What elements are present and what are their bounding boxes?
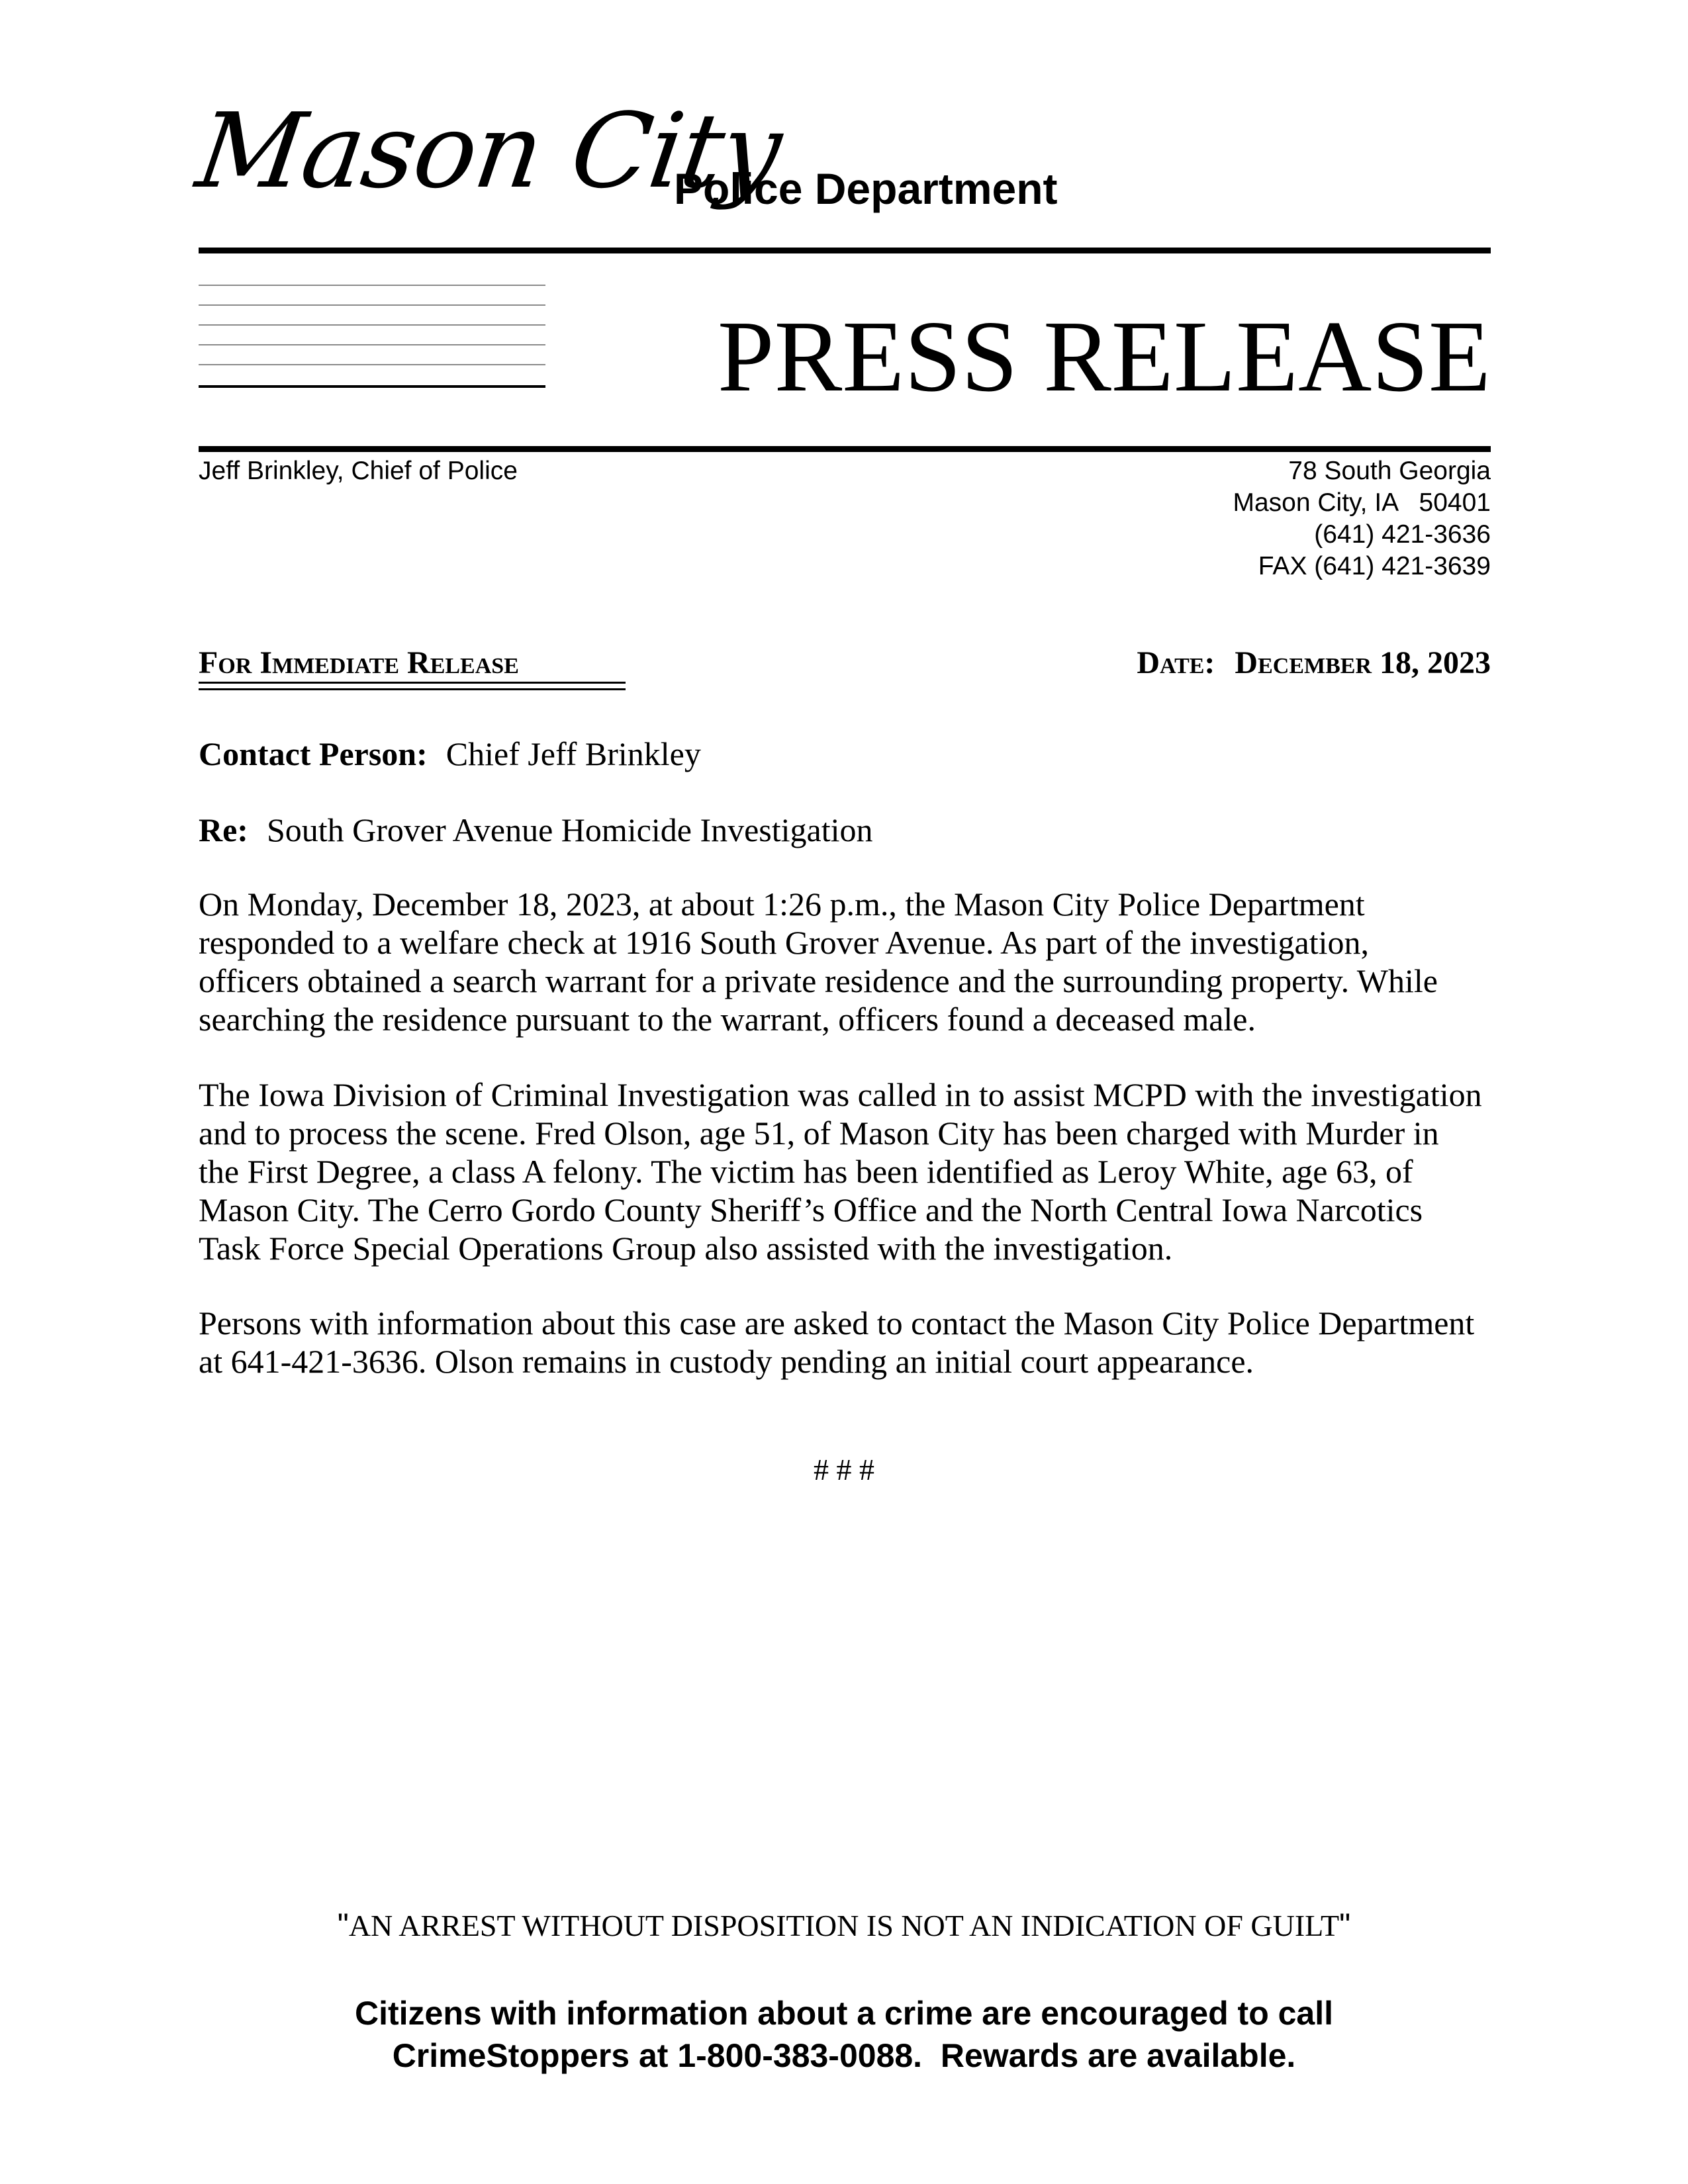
subject-line (199, 811, 873, 849)
address-fax: FAX (641) 421-3639 (1258, 552, 1491, 580)
decorative-line (199, 324, 545, 326)
text-line: On Monday, December 18, 2023, at about 1:26 p.m., the Mason City Police Department (199, 886, 1365, 923)
date-label: Date: (1137, 645, 1215, 680)
contact-value: Chief Jeff Brinkley (445, 735, 701, 772)
text-line: and to process the scene. Fred Olson, age 51, of Mason City has been charged with Murder in (199, 1115, 1439, 1152)
body-paragraph-2 (199, 1075, 1496, 1267)
quote-open: " (337, 1908, 349, 1943)
logo-mason-city: Mason City (190, 91, 788, 211)
decorative-line (199, 285, 545, 286)
header-rule-top (199, 248, 1491, 253)
crimestoppers-notice (0, 1992, 1688, 2077)
disclaimer (0, 1910, 1688, 1942)
decorative-line (199, 364, 545, 365)
page-title: PRESS RELEASE (717, 300, 1491, 413)
end-marker: # # # (814, 1453, 874, 1486)
department-name: Police Department (674, 164, 1058, 213)
contact-person (199, 735, 701, 773)
address-phone: (641) 421-3636 (1314, 520, 1491, 549)
chief-of-police: Jeff Brinkley, Chief of Police (199, 457, 518, 485)
release-underline (199, 682, 626, 684)
body-paragraph-1 (199, 885, 1496, 1038)
address-city: Mason City, IA 50401 (1233, 488, 1491, 517)
decorative-line (199, 385, 545, 388)
text-line: officers obtained a search warrant for a private residence and the surrounding property. While (199, 962, 1438, 999)
text-line: Persons with information about this case are asked to contact the Mason City Police Department (199, 1304, 1475, 1342)
text-line: Mason City. The Cerro Gordo County Sheriff’s Office and the North Central Iowa Narcotics (199, 1191, 1423, 1228)
text-line: searching the residence pursuant to the warrant, officers found a deceased male. (199, 1001, 1256, 1038)
decorative-line (199, 304, 545, 306)
date-value: December 18, 2023 (1235, 645, 1491, 680)
text-line: at 641-421-3636. Olson remains in custody pending an initial court appearance. (199, 1343, 1254, 1380)
crimestoppers-line: Citizens with information about a crime are encouraged to call (354, 1995, 1334, 2032)
department-address (1233, 455, 1491, 582)
text-line: Task Force Special Operations Group also assisted with the investigation. (199, 1230, 1173, 1267)
crimestoppers-line: CrimeStoppers at 1-800-383-0088. Rewards are available. (392, 2037, 1296, 2074)
quote-close: " (1339, 1908, 1351, 1943)
release-date (1137, 647, 1491, 679)
subject-label: Re: (199, 811, 248, 848)
subject-value: South Grover Avenue Homicide Investigation (266, 811, 873, 848)
header-rule-bottom (199, 446, 1491, 452)
release-underline (199, 688, 626, 690)
text-line: The Iowa Division of Criminal Investigation was called in to assist MCPD with the investigation (199, 1076, 1482, 1113)
text-line: responded to a welfare check at 1916 South Grover Avenue. As part of the investigation, (199, 924, 1370, 961)
text-line: the First Degree, a class A felony. The victim has been identified as Leroy White, age 63, of (199, 1153, 1413, 1190)
address-street: 78 South Georgia (1288, 457, 1491, 485)
contact-label: Contact Person: (199, 735, 428, 772)
body-paragraph-3 (199, 1304, 1496, 1381)
release-label: For Immediate Release (199, 645, 519, 680)
decorative-line (199, 344, 545, 345)
disclaimer-text: AN ARREST WITHOUT DISPOSITION IS NOT AN INDICATION OF GUILT (348, 1909, 1340, 1942)
